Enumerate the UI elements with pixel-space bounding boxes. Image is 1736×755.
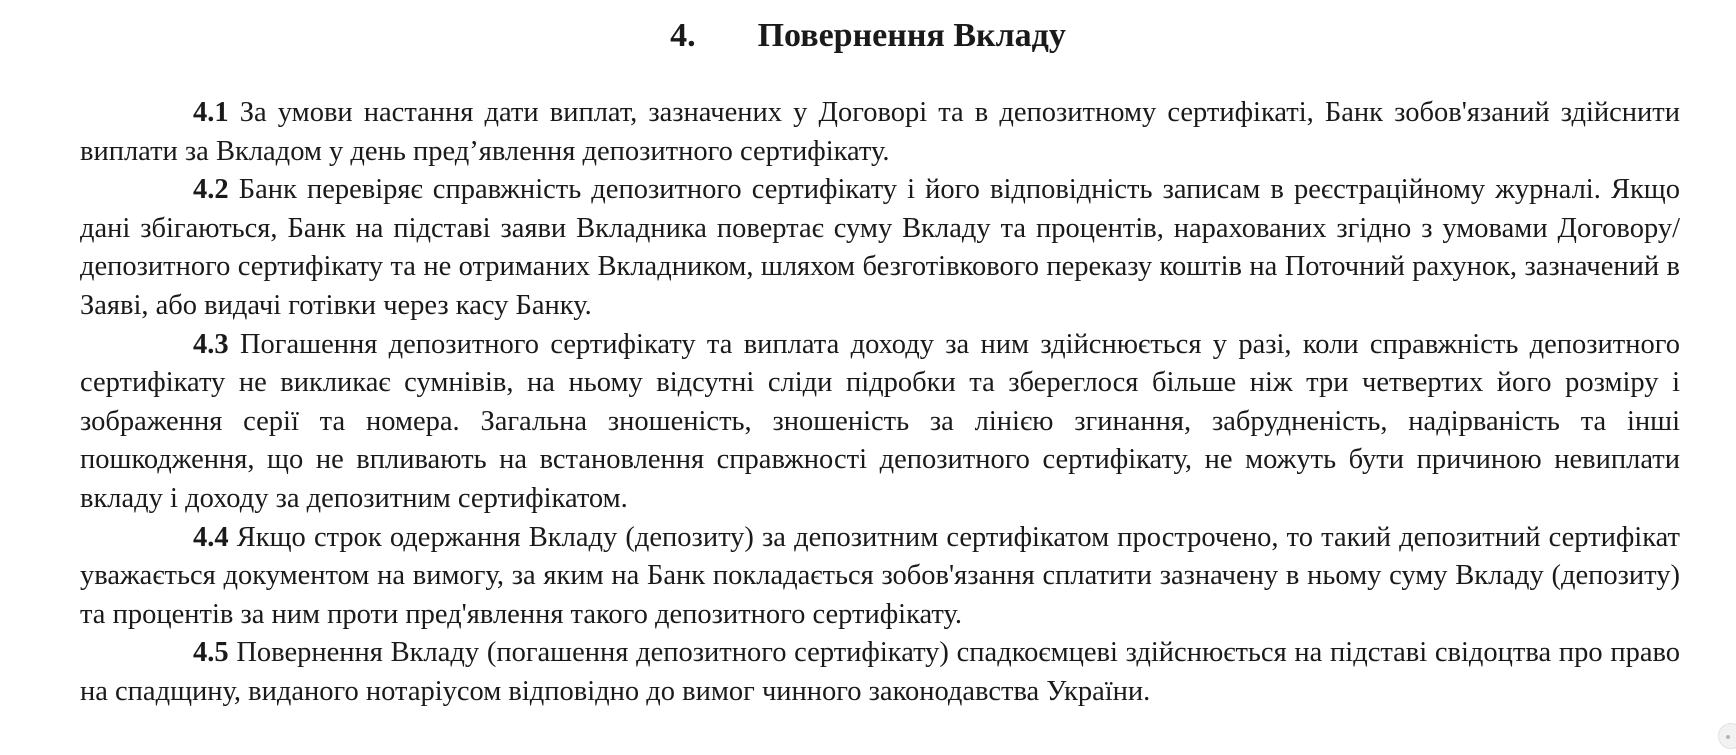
clause-4-3 <box>80 326 1680 519</box>
clause-text: Повернення Вкладу (погашення депозитного сертифікату) спадкоємцеві здійснюється на підставі свідоцтва про право на спадщину, виданого нотаріусом відповідно до вимог чинного законодавства України. <box>80 637 1680 707</box>
scroll-indicator-icon[interactable] <box>1718 723 1736 749</box>
section-title: Повернення Вкладу <box>757 17 1066 54</box>
clause-text: Якщо строк одержання Вкладу (депозиту) за депозитним сертифікатом прострочено, то такий депозитний сертифікат уважається документом на вимогу, за яким на Банк покладається зобов'язання сплатити зазначену в ньому суму Вкладу (депозиту) та процентів за ним проти пред'явлення такого депозитного сертифікату. <box>80 521 1680 630</box>
clause-text: Погашення депозитного сертифікату та виплата доходу за ним здійснюється у разі, коли справжність депозитного сертифікату не викликає сумнівів, на ньому відсутні сліди підробки та збереглося більше ніж три четвертих його розміру і зображення серії та номера. Загальна зношеність, зношеність за лінією згинання, забрудненість, надірваність та інші пошкодження, що не впливають на встановлення справжності депозитного сертифікату, не можуть бути причиною невиплати вкладу і доходу за депозитним сертифікатом. <box>80 328 1680 514</box>
clause-4-1 <box>80 94 1680 171</box>
section-body <box>80 94 1680 712</box>
clause-number: 4.5 <box>193 637 229 669</box>
clause-number: 4.4 <box>193 521 229 553</box>
clause-4-2 <box>80 171 1680 325</box>
clause-number: 4.1 <box>193 97 229 128</box>
clause-4-4 <box>80 519 1680 635</box>
clause-text: За умови настання дати виплат, зазначених у Договорі та в депозитному сертифікаті, Банк зобов'язаний здійснити виплати за Вкладом у день пред’явлення депозитного сертифікату. <box>80 97 1680 167</box>
clause-number: 4.3 <box>193 328 229 360</box>
section-number: 4. <box>670 17 696 54</box>
clause-4-5 <box>80 634 1680 711</box>
clause-text: Банк перевіряє справжність депозитного сертифікату і його відповідність записам в реєстраційному журналі. Якщо дані збігаються, Банк на підставі заяви Вкладника повертає суму Вкладу та процентів, нарахованих згідно з умовами Договору/депозитного сертифікату та не отриманих Вкладником, шляхом безготівкового переказу коштів на Поточний рахунок, зазначений в Заяві, або видачі готівки через касу Банку. <box>80 174 1680 321</box>
section-heading <box>0 14 1736 58</box>
clause-number: 4.2 <box>193 174 229 206</box>
